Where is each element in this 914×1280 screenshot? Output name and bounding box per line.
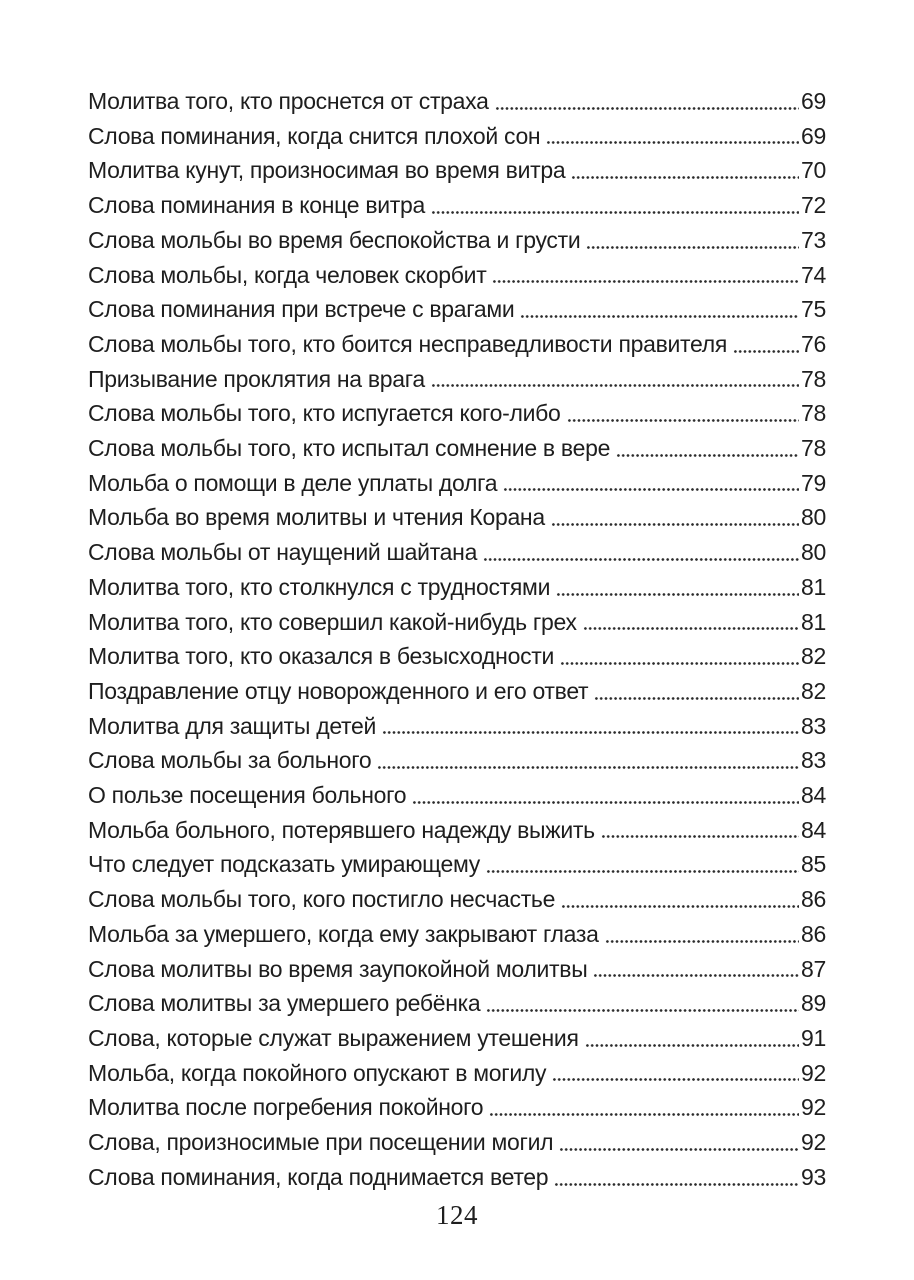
toc-entry-title: Слова мольбы от наущений шайтана xyxy=(88,539,478,566)
toc-entry xyxy=(88,1160,826,1195)
dot-leader xyxy=(567,418,799,423)
toc-entry-title: Поздравление отцу новорожденного и его ответ xyxy=(88,677,589,704)
toc-entry-title: Слова мольбы того, кто боится несправедливости правителя xyxy=(88,330,728,357)
dot-leader xyxy=(733,349,799,354)
dot-leader xyxy=(585,1043,799,1048)
dot-leader xyxy=(583,626,799,631)
toc-entry-page: 81 xyxy=(801,573,826,600)
toc-entry xyxy=(88,1056,826,1091)
toc-entry-page: 92 xyxy=(801,1059,826,1086)
dot-leader xyxy=(551,522,799,527)
toc-entry-page: 87 xyxy=(801,955,826,982)
toc-entry xyxy=(88,917,826,952)
toc-entry-title: Молитва кунут, произносимая во время витра xyxy=(88,157,566,184)
toc-entry-page: 89 xyxy=(801,990,826,1017)
toc-entry-title: Слова мольбы того, кого постигло несчастье xyxy=(88,886,556,913)
dot-leader xyxy=(594,696,799,701)
toc-entry-title: Молитва того, кто столкнулся с трудностями xyxy=(88,573,551,600)
toc-entry xyxy=(88,952,826,987)
toc-entry xyxy=(88,84,826,119)
toc-entry-page: 72 xyxy=(801,192,826,219)
dot-leader xyxy=(552,1077,799,1082)
dot-leader xyxy=(492,279,799,284)
toc-entry-page: 83 xyxy=(801,712,826,739)
toc-entry-title: Молитва того, кто проснется от страха xyxy=(88,88,489,114)
toc-entry-page: 73 xyxy=(801,226,826,253)
dot-leader xyxy=(483,557,799,562)
toc-entry-title: Молитва того, кто оказался в безысходности xyxy=(88,643,555,670)
dot-leader xyxy=(546,140,799,145)
dot-leader xyxy=(605,939,799,944)
toc-entry-page: 78 xyxy=(801,400,826,427)
toc-entry-title: Молитва того, кто совершил какой-нибудь грех xyxy=(88,608,577,635)
toc-entry-page: 93 xyxy=(801,1163,826,1190)
toc-entry xyxy=(88,882,826,917)
toc-entry xyxy=(88,813,826,848)
toc-entry xyxy=(88,743,826,778)
dot-leader xyxy=(431,210,799,215)
toc-entry-title: Мольба больного, потерявшего надежду выжить xyxy=(88,816,595,843)
toc-entry-title: Слова мольбы во время беспокойства и грусти xyxy=(88,226,581,253)
toc-entry-page: 70 xyxy=(801,157,826,184)
toc-entry-page: 81 xyxy=(801,608,826,635)
toc-entry-title: Молитва для защиты детей xyxy=(88,712,377,739)
page-number: 124 xyxy=(436,1199,478,1230)
dot-leader xyxy=(486,1008,799,1013)
dot-leader xyxy=(559,1147,799,1152)
toc-list xyxy=(88,84,826,1195)
toc-entry-page: 80 xyxy=(801,504,826,531)
toc-entry-title: О пользе посещения больного xyxy=(88,782,407,809)
toc-entry xyxy=(88,605,826,640)
dot-leader xyxy=(561,904,799,909)
toc-entry-page: 92 xyxy=(801,1129,826,1156)
dot-leader xyxy=(382,730,799,735)
toc-entry-title: Слова поминания при встрече с врагами xyxy=(88,296,515,323)
toc-entry-title: Мольба, когда покойного опускают в могилу xyxy=(88,1059,547,1086)
toc-entry-title: Слова поминания, когда поднимается ветер xyxy=(88,1163,549,1190)
dot-leader xyxy=(503,487,799,492)
toc-entry xyxy=(88,500,826,535)
toc-entry xyxy=(88,153,826,188)
toc-entry-title: Слова мольбы, когда человек скорбит xyxy=(88,261,487,288)
toc-entry xyxy=(88,258,826,293)
toc-entry-title: Слова поминания, когда снится плохой сон xyxy=(88,122,541,149)
toc-entry xyxy=(88,986,826,1021)
toc-entry xyxy=(88,709,826,744)
toc-entry xyxy=(88,431,826,466)
toc-entry-page: 91 xyxy=(801,1024,826,1051)
toc-entry xyxy=(88,639,826,674)
dot-leader xyxy=(431,383,799,388)
toc-entry xyxy=(88,1125,826,1160)
toc-entry-title: Мольба о помощи в деле уплаты долга xyxy=(88,469,498,496)
toc-entry-title: Мольба за умершего, когда ему закрывают глаза xyxy=(88,920,599,947)
dot-leader xyxy=(486,869,799,874)
toc-entry-title: Слова мольбы за больного xyxy=(88,747,372,774)
toc-entry xyxy=(88,362,826,397)
toc-entry xyxy=(88,535,826,570)
dot-leader xyxy=(556,592,799,597)
dot-leader xyxy=(495,106,799,111)
toc-entry-title: Слова молитвы во время заупокойной молитвы xyxy=(88,955,588,982)
toc-entry-title: Слова мольбы того, кто испугается кого-либо xyxy=(88,400,561,427)
toc-entry-page: 92 xyxy=(801,1094,826,1121)
dot-leader xyxy=(412,800,799,805)
toc-entry-title: Слова мольбы того, кто испытал сомнение в вере xyxy=(88,435,611,462)
toc-entry-page: 84 xyxy=(801,782,826,809)
toc-entry-page: 69 xyxy=(801,88,826,114)
dot-leader xyxy=(593,973,799,978)
toc-entry-page: 85 xyxy=(801,851,826,878)
toc-entry xyxy=(88,778,826,813)
dot-leader xyxy=(489,1112,799,1117)
toc-entry-page: 86 xyxy=(801,886,826,913)
toc-entry-title: Мольба во время молитвы и чтения Корана xyxy=(88,504,545,531)
toc-entry-page: 84 xyxy=(801,816,826,843)
toc-entry-page: 83 xyxy=(801,747,826,774)
toc-entry-page: 82 xyxy=(801,677,826,704)
dot-leader xyxy=(586,245,799,250)
dot-leader xyxy=(571,175,799,180)
toc-entry-title: Слова молитвы за умершего ребёнка xyxy=(88,990,481,1017)
toc-entry-page: 78 xyxy=(801,365,826,392)
toc-entry-title: Слова, которые служат выражением утешения xyxy=(88,1024,579,1051)
toc-entry-page: 78 xyxy=(801,435,826,462)
toc-entry xyxy=(88,396,826,431)
toc-entry-title: Что следует подсказать умирающему xyxy=(88,851,480,878)
toc-entry xyxy=(88,292,826,327)
toc-entry xyxy=(88,1090,826,1125)
toc-entry-title: Призывание проклятия на врага xyxy=(88,365,425,392)
toc-entry xyxy=(88,188,826,223)
dot-leader xyxy=(601,834,799,839)
dot-leader xyxy=(377,765,799,770)
toc-entry-page: 76 xyxy=(801,330,826,357)
toc-entry-page: 75 xyxy=(801,296,826,323)
toc-entry xyxy=(88,223,826,258)
toc-entry xyxy=(88,327,826,362)
toc-entry xyxy=(88,1021,826,1056)
toc-entry xyxy=(88,466,826,501)
toc-entry-page: 86 xyxy=(801,920,826,947)
toc-entry xyxy=(88,119,826,154)
dot-leader xyxy=(560,661,799,666)
toc-entry-title: Слова поминания в конце витра xyxy=(88,192,426,219)
toc-entry-page: 80 xyxy=(801,539,826,566)
toc-entry-page: 74 xyxy=(801,261,826,288)
toc-entry xyxy=(88,570,826,605)
dot-leader xyxy=(616,453,799,458)
toc-entry-page: 79 xyxy=(801,469,826,496)
dot-leader xyxy=(520,314,799,319)
toc-entry xyxy=(88,847,826,882)
dot-leader xyxy=(554,1182,799,1187)
toc-entry-page: 82 xyxy=(801,643,826,670)
toc-entry-page: 69 xyxy=(801,122,826,149)
toc-entry xyxy=(88,674,826,709)
toc-entry-title: Слова, произносимые при посещении могил xyxy=(88,1129,554,1156)
toc-entry-title: Молитва после погребения покойного xyxy=(88,1094,484,1121)
